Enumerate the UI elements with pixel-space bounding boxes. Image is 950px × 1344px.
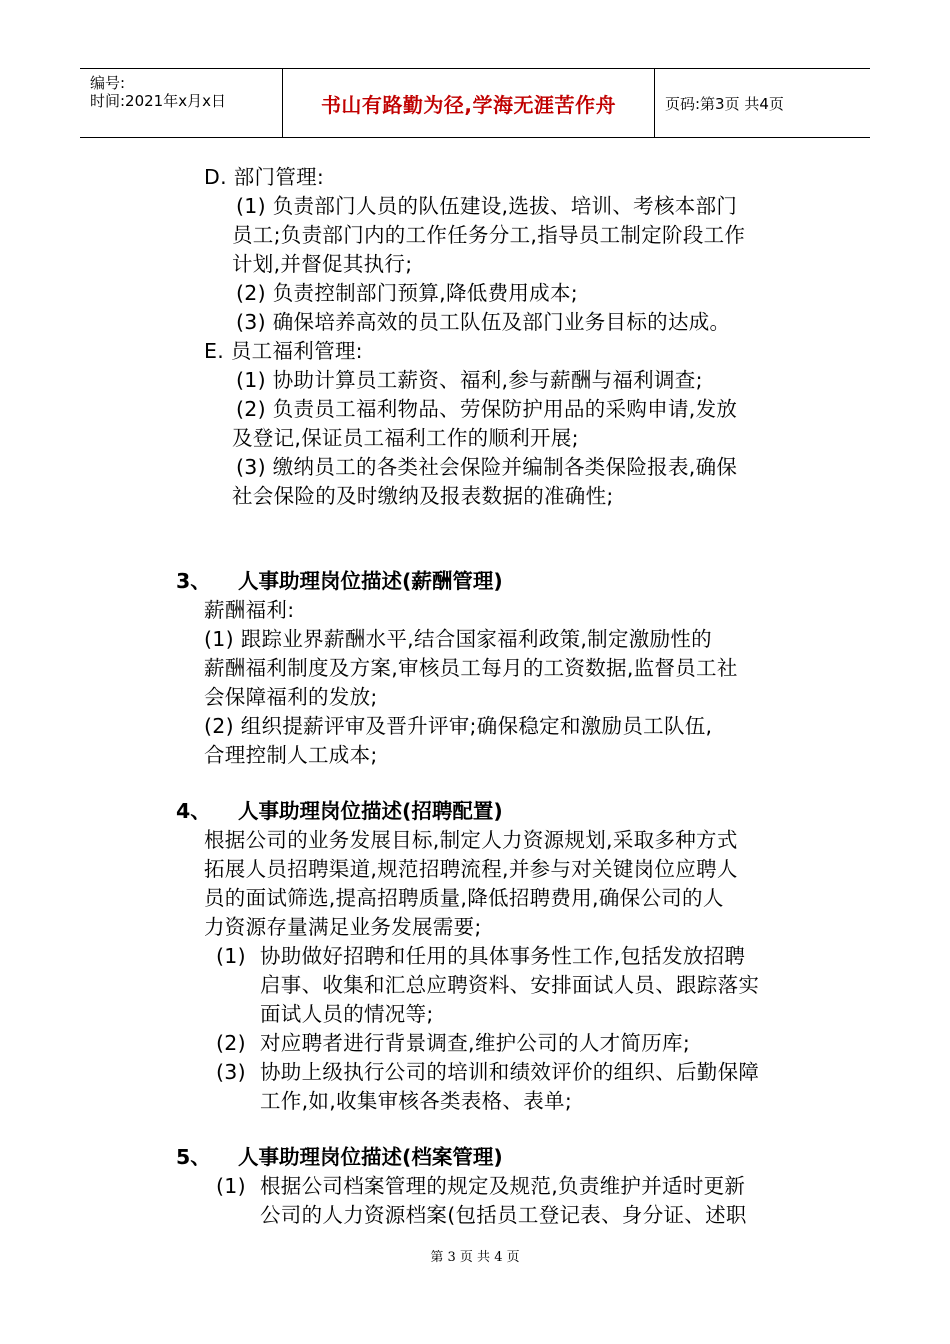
header-page-cell bbox=[655, 69, 870, 137]
section-4-item-number: (1) bbox=[216, 944, 246, 968]
section-4-line: 力资源存量满足业务发展需要; bbox=[204, 915, 482, 939]
section-4-item-number: (3) bbox=[216, 1060, 246, 1084]
section-5-heading bbox=[176, 1143, 503, 1172]
section-3-line: (1) 跟踪业界薪酬水平,结合国家福利政策,制定激励性的 bbox=[204, 627, 712, 651]
section-d-line: 员工;负责部门内的工作任务分工,指导员工制定阶段工作 bbox=[232, 223, 746, 247]
section-3-line: 薪酬福利: bbox=[204, 598, 295, 622]
section-4-item: 启事、收集和汇总应聘资料、安排面试人员、跟踪落实 bbox=[260, 973, 760, 997]
section-d-title: D. 部门管理: bbox=[204, 165, 325, 189]
section-3-line: 合理控制人工成本; bbox=[204, 743, 378, 767]
section-e-line: 社会保险的及时缴纳及报表数据的准确性; bbox=[232, 484, 614, 508]
section-4-item: 工作,如,收集审核各类表格、表单; bbox=[260, 1089, 573, 1113]
section-4-title: 人事助理岗位描述(招聘配置) bbox=[238, 799, 503, 823]
section-5-item-number: (1) bbox=[216, 1174, 246, 1198]
header-motto-cell bbox=[283, 69, 655, 137]
section-5-number: 5、 bbox=[176, 1145, 211, 1169]
section-d-line: (1) 负责部门人员的队伍建设,选拔、培训、考核本部门 bbox=[236, 194, 738, 218]
section-3-line: 薪酬福利制度及方案,审核员工每月的工资数据,监督员工社 bbox=[204, 656, 738, 680]
section-4-item: 面试人员的情况等; bbox=[260, 1002, 434, 1026]
section-3-number: 3、 bbox=[176, 569, 211, 593]
section-5-item: 公司的人力资源档案(包括员工登记表、身分证、述职 bbox=[260, 1203, 747, 1227]
section-e-line: (1) 协助计算员工薪资、福利,参与薪酬与福利调查; bbox=[236, 368, 703, 392]
section-e-line: (2) 负责员工福利物品、劳保防护用品的采购申请,发放 bbox=[236, 397, 738, 421]
section-d-line: (2) 负责控制部门预算,降低费用成本; bbox=[236, 281, 578, 305]
section-e-line: (3) 缴纳员工的各类社会保险并编制各类保险报表,确保 bbox=[236, 455, 738, 479]
section-4-number: 4、 bbox=[176, 799, 211, 823]
section-4-heading bbox=[176, 797, 503, 826]
section-3-title: 人事助理岗位描述(薪酬管理) bbox=[238, 569, 503, 593]
section-d-line: 计划,并督促其执行; bbox=[232, 252, 413, 276]
section-3-line: (2) 组织提薪评审及晋升评审;确保稳定和激励员工队伍, bbox=[204, 714, 713, 738]
section-4-item: 协助上级执行公司的培训和绩效评价的组织、后勤保障 bbox=[260, 1060, 760, 1084]
header-meta-cell bbox=[80, 69, 283, 137]
section-4-line: 根据公司的业务发展目标,制定人力资源规划,采取多种方式 bbox=[204, 828, 738, 852]
section-4-line: 员的面试筛选,提高招聘质量,降低招聘费用,确保公司的人 bbox=[204, 886, 724, 910]
section-3-line: 会保障福利的发放; bbox=[204, 685, 378, 709]
section-4-line: 拓展人员招聘渠道,规范招聘流程,并参与对关键岗位应聘人 bbox=[204, 857, 738, 881]
section-e-title: E. 员工福利管理: bbox=[204, 339, 363, 363]
section-4-item-number: (2) bbox=[216, 1031, 246, 1055]
header-number: 编号: bbox=[90, 74, 126, 92]
section-4-item: 协助做好招聘和任用的具体事务性工作,包括发放招聘 bbox=[260, 944, 746, 968]
header-time: 时间:2021年x月x日 bbox=[90, 92, 226, 110]
section-d-line: (3) 确保培养高效的员工队伍及部门业务目标的达成。 bbox=[236, 310, 731, 334]
section-3-heading bbox=[176, 567, 503, 596]
section-e-line: 及登记,保证员工福利工作的顺利开展; bbox=[232, 426, 579, 450]
page-footer: 第 3 页 共 4 页 bbox=[430, 1250, 520, 1265]
header-page-info: 页码:第3页 共4页 bbox=[665, 94, 784, 113]
page-header bbox=[80, 68, 870, 138]
section-5-title: 人事助理岗位描述(档案管理) bbox=[238, 1145, 503, 1169]
section-5-item: 根据公司档案管理的规定及规范,负责维护并适时更新 bbox=[260, 1174, 746, 1198]
section-4-item: 对应聘者进行背景调查,维护公司的人才简历库; bbox=[260, 1031, 691, 1055]
header-motto: 书山有路勤为径,学海无涯苦作舟 bbox=[320, 92, 617, 117]
